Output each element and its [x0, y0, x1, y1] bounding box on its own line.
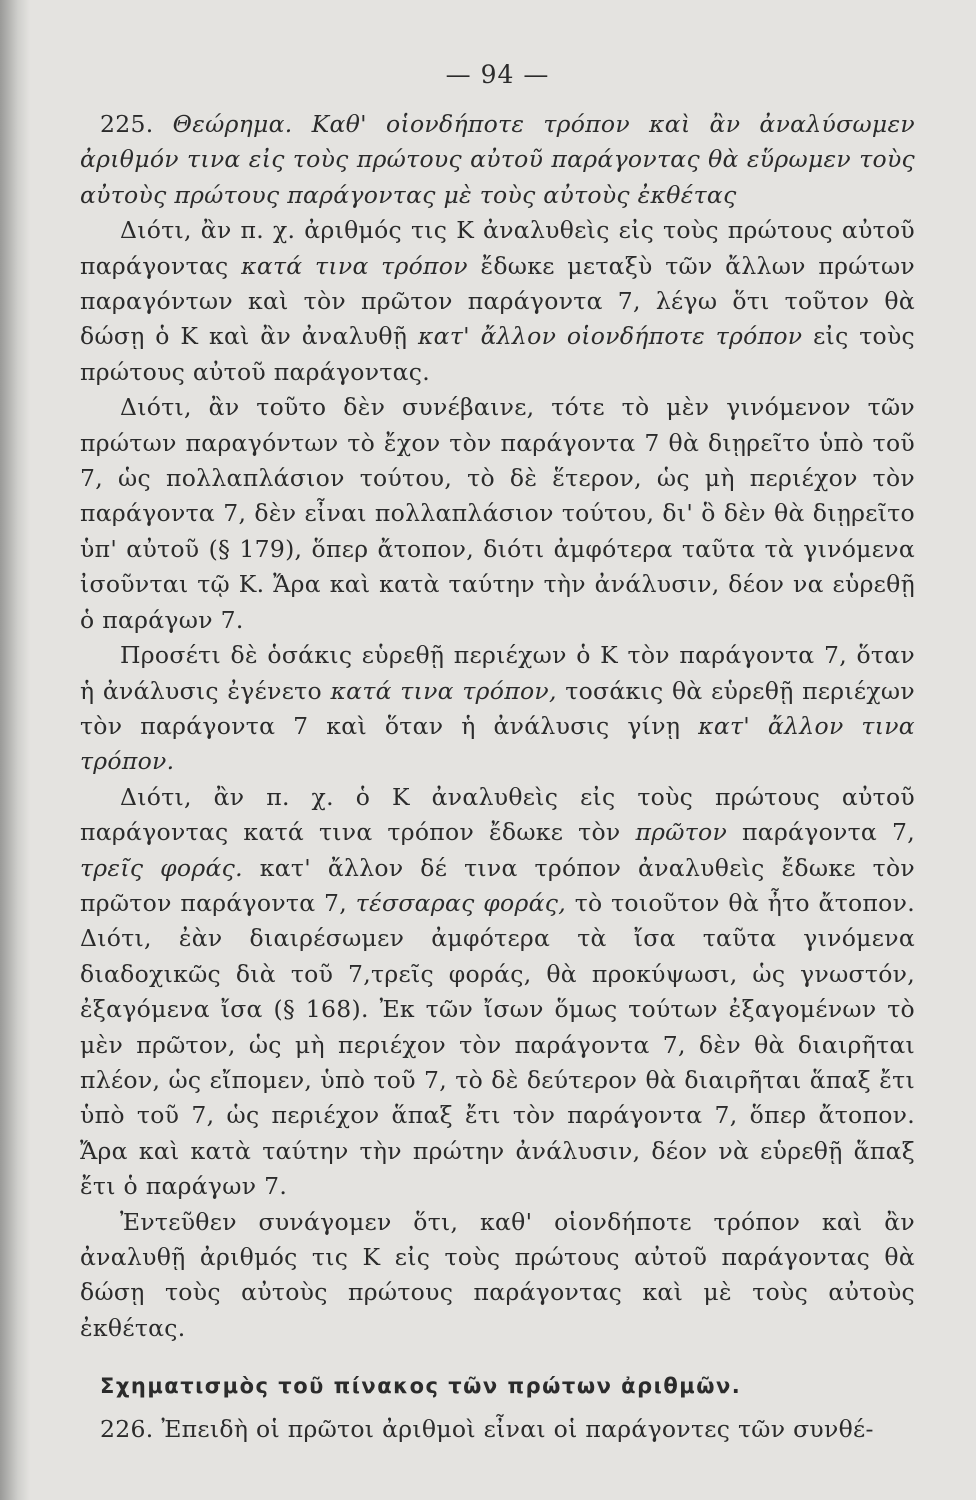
emphasis-run: κατά τινα τρόπον, — [330, 676, 557, 705]
conclusion-paragraph: Ἐντεῦθεν συνάγομεν ὅτι, καθ' οἱονδήποτε τρόπον καὶ ἂν ἀναλυθῇ ἀριθμός τις Κ εἰς τοὺς πρώτους αὐτοῦ παράγοντας θὰ δώσῃ τοὺς αὐτοὺς πρώτους παράγοντας καὶ μὲ τοὺς αὐτοὺς ἐκθέτας. — [80, 1207, 915, 1342]
text-run: ἔδωκε μεταξὺ τῶν ἄλλων πρώτων παραγόντων καὶ τὸν πρῶτον παράγοντα 7, λέγω ὅτι τοῦτον θὰ δώσῃ ὁ Κ καὶ ἂν ἀναλυθῇ — [80, 251, 916, 351]
text-block — [80, 60, 915, 1448]
emphasis-run: τέσσαρας φοράς, — [355, 888, 566, 917]
text-run: παράγοντα 7, — [742, 818, 916, 847]
proof-paragraph-2: Διότι, ἂν τοῦτο δὲν συνέβαινε, τότε τὸ μὲν γινόμενον τῶν πρώτων παραγόντων τὸ ἔχον τὸν παράγοντα 7 θὰ διῃρεῖτο ὑπὸ τοῦ 7, ὡς πολλαπλάσιον τούτου, τὸ δὲ ἕτερον, ὡς μὴ περιέχον τὸν παράγοντα 7, δὲν εἶναι πολλαπλάσιον τούτου, δι' ὃ δὲν θὰ διῃρεῖτο ὑπ' αὐτοῦ (§ 179), ὅπερ ἄτοπον, διότι ἀμφότερα ταῦτα τὰ γινόμενα ἰσοῦνται τῷ Κ. Ἄρα καὶ κατὰ ταύτην τὴν ἀνάλυσιν, δέον να εὑρεθῇ ὁ παράγων 7. — [80, 393, 915, 634]
text-run: τοσάκις θὰ εὑρεθῇ περιέχων τὸν παράγοντα 7 καὶ ὅταν ἡ ἀνάλυσις γίνῃ — [80, 676, 915, 740]
proof-paragraph-1 — [80, 213, 915, 390]
theorem-paragraph — [80, 107, 915, 213]
text-run: Ἐπειδὴ οἱ πρῶτοι ἀριθμοὶ εἶναι οἱ παράγοντες τῶν συνθέ- — [161, 1415, 874, 1444]
page-number: — 94 — — [445, 60, 550, 89]
text-run: Διότι, ἂν π. χ. ἀριθμός τις Κ ἀναλυθεὶς εἰς τοὺς πρώτους αὐτοῦ παράγοντας — [80, 216, 915, 280]
theorem-label: Θεώρημα. — [172, 110, 293, 138]
section-number: 226. — [100, 1415, 154, 1444]
next-section-paragraph — [80, 1412, 915, 1447]
text-run: κατ' ἄλλον δέ τινα τρόπον ἀναλυθεὶς ἔδωκε τὸν πρῶτον παράγοντα 7, — [80, 853, 915, 917]
emphasis-run: πρῶτον — [635, 818, 728, 847]
emphasis-run: κατ' ἄλλον οἱονδήποτε τρόπον — [417, 322, 803, 351]
text-run: Διότι, ἂν π. χ. ὁ Κ ἀναλυθεὶς εἰς τοὺς πρώτους αὐτοῦ παράγοντας κατά τινα τρόπον ἔδωκε τὸν — [80, 782, 915, 847]
section-heading: Σχηματισμὸς τοῦ πίνακος τῶν πρώτων ἀριθμῶν. — [100, 1374, 742, 1399]
text-run: τὸ τοιοῦτον θὰ ἦτο ἄτοπον. Διότι, ἐὰν διαιρέσωμεν ἀμφότερα τὰ ἴσα ταῦτα γινόμενα διαδοχικῶς διὰ τοῦ 7,τρεῖς φοράς, θὰ προκύψωσι, ὡς γνωστόν, ἐξαγόμενα ἴσα (§ 168). Ἐκ τῶν ἴσων ὅμως τούτων ἐξαγομένων τὸ μὲν πρῶτον, ὡς μὴ περιέχον τὸν παράγοντα 7, δὲν θὰ διαιρῆται πλέον, ὡς εἴπομεν, ὑπὸ τοῦ 7, τὸ δὲ δεύτερον θὰ διαιρῆται ἅπαξ ἔτι ὑπὸ τοῦ 7, ὡς περιέχον ἅπαξ ἔτι τὸν παράγοντα 7, ὅπερ ἄτοπον. Ἄρα καὶ κατὰ ταύτην τὴν πρώτην ἀνάλυσιν, δέον νὰ εὑρεθῇ ἅπαξ ἔτι ὁ παράγων 7. — [80, 888, 915, 1201]
proof-paragraph-4 — [80, 780, 915, 1205]
proof-paragraph-3 — [80, 638, 915, 780]
emphasis-run: κατ' ἄλλον τινα τρόπον. — [80, 711, 915, 776]
emphasis-run: κατά τινα τρόπον — [241, 251, 468, 280]
text-run: Προσέτι δὲ ὁσάκις εὑρεθῇ περιέχων ὁ Κ τὸν παράγοντα 7, ὅταν ἡ ἀνάλυσις ἐγένετο — [80, 641, 915, 705]
section-number: 225. — [100, 110, 154, 138]
page-binding-edge — [0, 0, 30, 1500]
text-run: εἰς τοὺς πρώτους αὐτοῦ παράγοντας. — [80, 322, 915, 386]
theorem-statement: Καθ' οἱονδήποτε τρόπον καὶ ἂν ἀναλύσωμεν ἀριθμόν τινα εἰς τοὺς πρώτους αὐτοῦ παράγοντας θὰ εὕρωμεν τοὺς αὐτοὺς πρώτους παράγοντας μὲ τοὺς αὐτοὺς ἐκθέτας — [80, 110, 915, 209]
emphasis-run: τρεῖς φοράς. — [80, 853, 243, 882]
